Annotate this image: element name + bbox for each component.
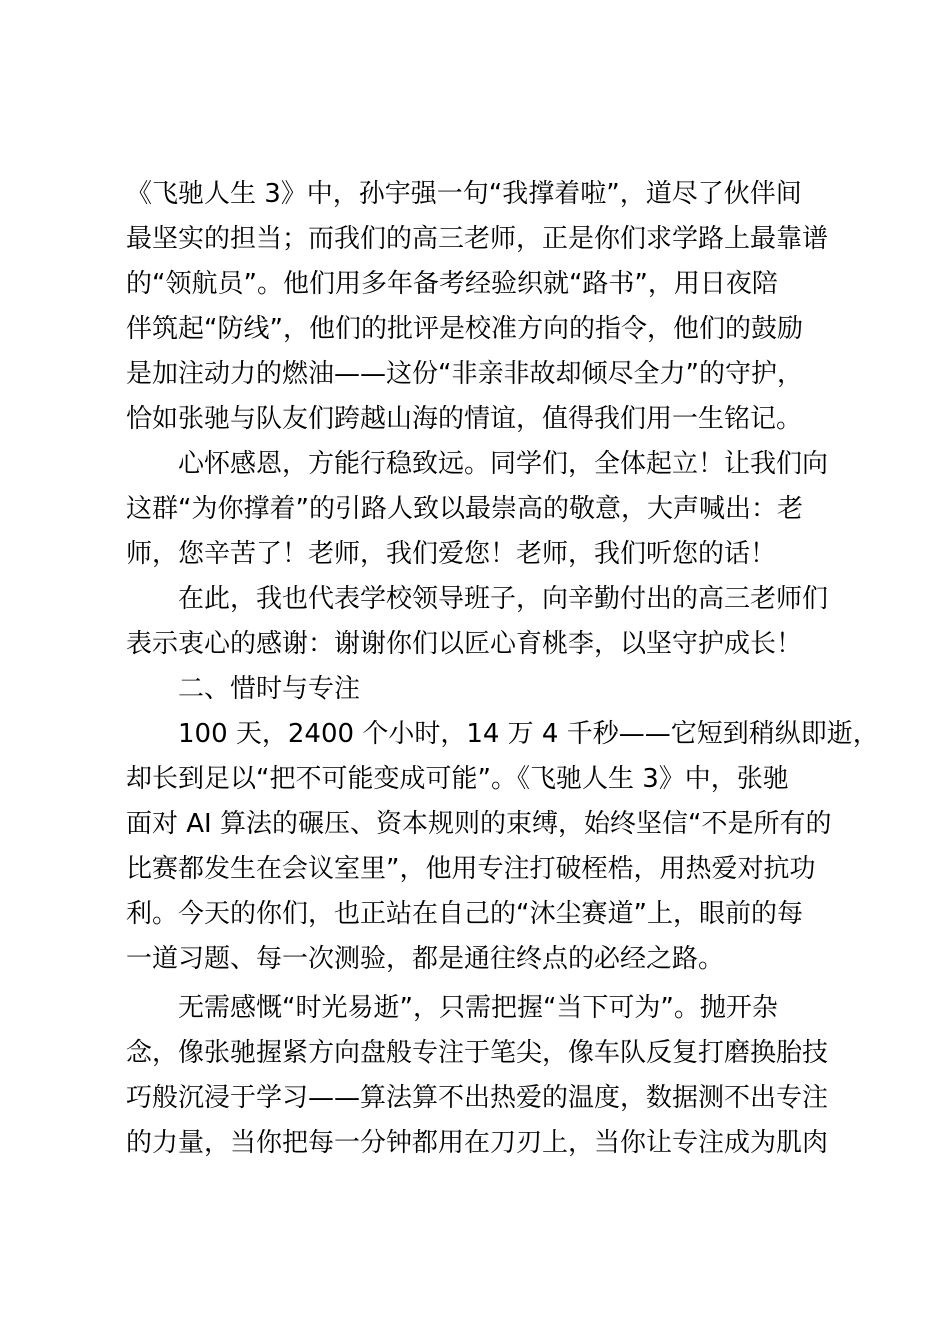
paragraph-first-line: 100 天，2400 个小时，14 万 4 千秒——它短到稍纵即逝， — [178, 719, 879, 749]
text-line: 却长到足以“把不可能变成可能”。《飞驰人生 3》中，张驰 — [126, 764, 789, 794]
text-line: 利。今天的你们，也正站在自己的“沐尘赛道”上，眼前的每 — [126, 899, 803, 929]
text-line: 的“领航员”。他们用多年备考经验织就“路书”，用日夜陪 — [126, 269, 778, 299]
text-line: 恰如张驰与队友们跨越山海的情谊，值得我们用一生铭记。 — [126, 404, 803, 434]
section-heading: 二、惜时与专注 — [178, 674, 361, 704]
text-line: 巧般沉浸于学习——算法算不出热爱的温度，数据测不出专注 — [126, 1083, 829, 1113]
text-line: 念，像张驰握紧方向盘般专注于笔尖，像车队反复打磨换胎技 — [126, 1038, 829, 1068]
paragraph-first-line: 无需感慨“时光易逝”，只需把握“当下可为”。抛开杂 — [178, 993, 778, 1023]
text-line: 是加注动力的燃油——这份“非亲非故却倾尽全力”的守护， — [126, 359, 803, 389]
paragraph-first-line: 在此，我也代表学校领导班子，向辛勤付出的高三老师们 — [178, 584, 829, 614]
text-line: 比赛都发生在会议室里”，他用专注打破桎梏，用热爱对抗功 — [126, 854, 816, 884]
paragraph-first-line: 心怀感恩，方能行稳致远。同学们，全体起立！让我们向 — [178, 449, 829, 479]
text-line: 一道习题、每一次测验，都是通往终点的必经之路。 — [126, 944, 725, 974]
text-line: 这群“为你撑着”的引路人致以最崇高的敬意，大声喊出：老 — [126, 494, 803, 524]
text-line: 最坚实的担当；而我们的高三老师，正是你们求学路上最靠谱 — [126, 224, 829, 254]
document-body — [126, 172, 879, 1166]
text-line: 《飞驰人生 3》中，孙宇强一句“我撑着啦”，道尽了伙伴间 — [126, 179, 802, 209]
text-line: 表示衷心的感谢：谢谢你们以匠心育桃李，以坚守护成长！ — [126, 629, 803, 659]
text-line: 面对 AI 算法的碾压、资本规则的束缚，始终坚信“不是所有的 — [126, 809, 832, 839]
text-line: 的力量，当你把每一分钟都用在刀刃上，当你让专注成为肌肉 — [126, 1128, 829, 1158]
text-line: 伴筑起“防线”，他们的批评是校准方向的指令，他们的鼓励 — [126, 314, 803, 344]
text-line: 师，您辛苦了！老师，我们爱您！老师，我们听您的话！ — [126, 539, 777, 569]
